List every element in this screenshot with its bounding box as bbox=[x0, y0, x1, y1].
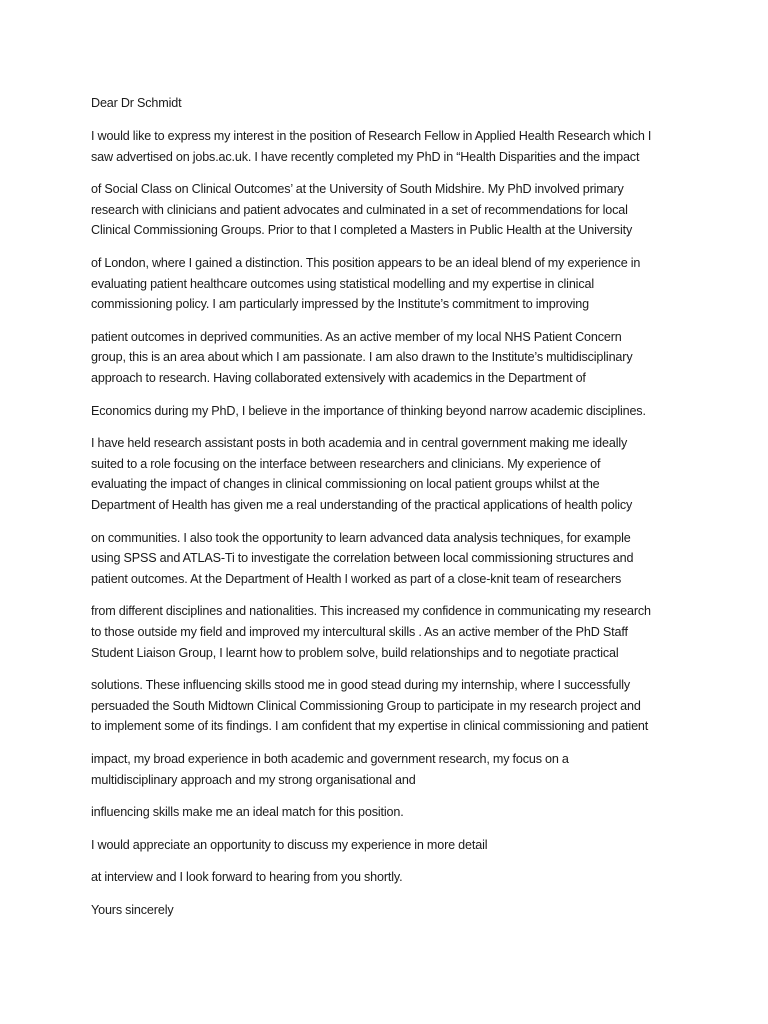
closing bbox=[91, 900, 691, 921]
paragraph-4 bbox=[91, 327, 691, 389]
paragraph-line: persuaded the South Midtown Clinical Commissioning Group to participate in my research project and bbox=[91, 698, 641, 713]
paragraph-line: on communities. I also took the opportunity to learn advanced data analysis techniques, for example bbox=[91, 530, 631, 545]
paragraph-line: patient outcomes in deprived communities. As an active member of my local NHS Patient Concern bbox=[91, 329, 622, 344]
paragraph-line: impact, my broad experience in both academic and government research, my focus on a bbox=[91, 751, 569, 766]
paragraph-line: Student Liaison Group, I learnt how to problem solve, build relationships and to negotiate practical bbox=[91, 645, 619, 660]
paragraph-2 bbox=[91, 179, 691, 241]
paragraph-line: to those outside my field and improved my intercultural skills . As an active member of the PhD Staff bbox=[91, 624, 628, 639]
paragraph-line: solutions. These influencing skills stood me in good stead during my internship, where I successfully bbox=[91, 678, 631, 693]
salutation bbox=[91, 93, 691, 114]
paragraph-line: using SPSS and ATLAS-Ti to investigate the correlation between local commissioning structures and bbox=[91, 551, 634, 566]
paragraph-1 bbox=[91, 126, 691, 167]
paragraph-line: research with clinicians and patient advocates and culminated in a set of recommendations for local bbox=[91, 202, 628, 217]
paragraph-line: suited to a role focusing on the interface between researchers and clinicians. My experience of bbox=[91, 456, 601, 471]
paragraph-line: I would appreciate an opportunity to discuss my experience in more detail bbox=[91, 837, 488, 852]
paragraph-line: of London, where I gained a distinction. This position appears to be an ideal blend of my experience in bbox=[91, 256, 641, 271]
paragraph-line: of Social Class on Clinical Outcomes’ at the University of South Midshire. My PhD involved primary bbox=[91, 182, 624, 197]
salutation-text: Dear Dr Schmidt bbox=[91, 96, 182, 110]
paragraph-9 bbox=[91, 675, 691, 737]
paragraph-13 bbox=[91, 867, 691, 888]
paragraph-line: Economics during my PhD, I believe in the importance of thinking beyond narrow academic disciplines. bbox=[91, 403, 646, 418]
paragraph-12 bbox=[91, 835, 691, 856]
paragraph-line: at interview and I look forward to hearing from you shortly. bbox=[91, 870, 403, 885]
paragraph-line: Department of Health has given me a real understanding of the practical applications of health policy bbox=[91, 498, 633, 512]
paragraph-line: patient outcomes. At the Department of Health I worked as part of a close-knit team of researchers bbox=[91, 571, 622, 586]
paragraph-line: commissioning policy. I am particularly impressed by the Institute’s commitment to improving bbox=[91, 297, 589, 312]
paragraph-line: I would like to express my interest in the position of Research Fellow in Applied Health Research which I bbox=[91, 129, 652, 144]
paragraph-11 bbox=[91, 802, 691, 823]
paragraph-line: group, this is an area about which I am passionate. I am also drawn to the Institute’s multidisciplinary bbox=[91, 350, 633, 365]
paragraph-line: influencing skills make me an ideal match for this position. bbox=[91, 805, 404, 820]
paragraph-8 bbox=[91, 601, 691, 663]
paragraph-line: from different disciplines and nationalities. This increased my confidence in communicating my research bbox=[91, 604, 651, 619]
closing-text: Yours sincerely bbox=[91, 902, 174, 917]
paragraph-line: evaluating patient healthcare outcomes using statistical modelling and my expertise in clinical bbox=[91, 276, 594, 291]
paragraph-5 bbox=[91, 401, 691, 422]
paragraph-line: I have held research assistant posts in both academia and in central government making me ideally bbox=[91, 436, 628, 451]
paragraph-line: approach to research. Having collaborated extensively with academics in the Department of bbox=[91, 371, 586, 386]
paragraph-6 bbox=[91, 433, 691, 515]
cover-letter bbox=[91, 93, 691, 921]
paragraph-10 bbox=[91, 749, 691, 790]
paragraph-3 bbox=[91, 253, 691, 315]
paragraph-7 bbox=[91, 528, 691, 590]
paragraph-line: Clinical Commissioning Groups. Prior to that I completed a Masters in Public Health at the University bbox=[91, 223, 633, 238]
paragraph-line: evaluating the impact of changes in clinical commissioning on local patient groups whilst at the bbox=[91, 477, 600, 492]
paragraph-line: saw advertised on jobs.ac.uk. I have recently completed my PhD in “Health Disparities and the impact bbox=[91, 149, 640, 164]
paragraph-line: multidisciplinary approach and my strong organisational and bbox=[91, 772, 416, 787]
paragraph-line: to implement some of its findings. I am confident that my expertise in clinical commissioning and patient bbox=[91, 719, 649, 734]
